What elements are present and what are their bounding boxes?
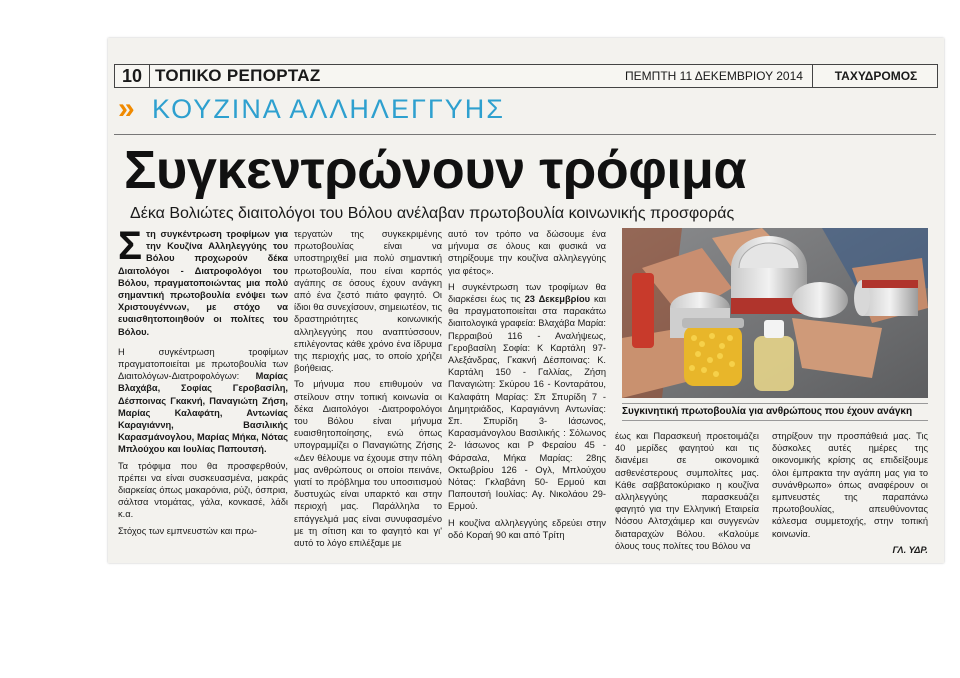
article-column-1 [118,224,288,541]
photo-caption: Συγκινητική πρωτοβουλία για ανθρώπους που έχουν ανάγκη [622,403,928,421]
paragraph-text: και θα πραγματοποιείται στα παρακάτω διαιτολογικά γραφεία: Βλαχάβα Μαρία: Περραιβού 116 - Αναλήψεως, Γεροβασίλη Σοφία: Κ Καρτάλη 97- Αλεξάνδρας, Γκακνή Δέσποινας: Κ. Καρτάλη 150 - Γαλλίας, Ζήση Παναγιώτη: Σκύρου 16 - Κονταράτου, Καλαφάτη Μαρίας: Σπ Σπυρίδη 7 - Δημητριάδος, Καραγιάννη Αντωνίας: Σπ. Σπυρίδη 3- Ιάσωνος, Καρασμάνογλου Βασιλικής : Σόλωνος 2- Ιάσωνος και Ρ Φεραίου 45 - Φάρσαλα, Μήκα Μαρίας: 28ης Οκτωβρίου 126 - Ογλ, Μπλούχου Νότας: Γκλαβάνη 50- Ερμού και Παπουτσή Ιουλίας: Αγ. Νικολάου 29- Ερμού. [448,294,607,512]
article-column-3 [448,228,606,545]
headline: Συγκεντρώνουν τρόφιμα [124,140,747,200]
dropcap: Σ [118,224,143,268]
paragraph: αυτό τον τρόπο να δώσουμε ένα μήνυμα σε όλους και φυσικά να στηρίξουμε την κουζίνα αλληλεγγύης για φέτος». [448,229,606,276]
kicker-arrows-icon: » [118,92,131,125]
header-divider [812,65,813,87]
article-column-5 [772,430,928,556]
deadline-date: 23 Δεκεμβρίου [524,294,591,305]
subheadline: Δέκα Βολιώτες διαιτολόγοι του Βόλου ανέλαβαν πρωτοβουλία κοινωνικής προσφοράς [130,205,735,222]
paragraph [118,346,288,456]
page-number: 10 [115,65,150,87]
paragraph: έως και Παρασκευή προετοιμάζει 40 μερίδες φαγητού και τις διανέμει σε οικονομικά ασθενέστερους συμπολίτες μας. Κάθε σαββατοκύριακο η κουζίνα αλληλεγγύης παρασκευάζει φαγητό για την Ελληνική Εταιρεία Νόσου Αλτσχάιμερ και συγγενών διαταραχών Βόλου. «Καλούμε όλους τους πολίτες του Βόλου να [615,431,759,551]
paragraph: Στόχος των εμπνευστών και πρω- [118,525,257,536]
article-column-4 [615,430,759,556]
issue-date: ΠΕΜΠΤΗ 11 ΔΕΚΕΜΒΡΙΟΥ 2014 [625,69,803,83]
kicker-rule [114,134,936,135]
paragraph: στηρίξουν την προσπάθειά μας. Τις δύσκολες αυτές ημέρες της οικονομικής κρίσης ας επιδείξουμε όλοι έμπρακτα την αγάπη μας για το συνάνθρωπο» όπως αναφέρουν οι εμπνευστές της παραπάνω πρωτοβουλίας, απευθύνοντας κάλεσμα συμμετοχής, στην τοπική κοινωνία. [772,431,928,539]
paragraph-text: Η συγκέντρωση των τροφίμων θα διαρκέσει έως τις [448,281,606,305]
paragraph: Το μήνυμα που επιθυμούν να στείλουν στην τοπική κοινωνία οι δέκα Διαιτολόγοι -Διατροφολόγοι του Βόλου είναι μήνυμα ευαισθητοποίησης, ενώ όπως υπογραμμίζει ο Παναγιώτης Ζήσης «Δεν θέλουμε να έχουμε στην πόλη μας ανθρώπους οι οποίοι πεινάνε, γιατί το πρόβλημα του υποσιτισμού δυστυχώς είναι υπαρκτό και στην περιοχή μας. Παράλληλα το επάγγελμά μας είναι συνυφασμένο με τη σίτιση και το φαγητό και γι' αυτό το λόγο επιλέξαμε με [294,379,442,549]
photo-illustration [622,228,928,398]
paragraph: Η κουζίνα αλληλεγγύης εδρεύει στην οδό Κοραή 90 και από Τρίτη [448,517,606,540]
dietitian-names: Μαρίας Βλαχάβα, Σοφίας Γεροβασίλη, Δέσποινας Γκακνή, Παναγιώτη Ζήση, Μαρίας Καλαφάτη, Αντωνίας Καραγιάννη, Βασιλικής Καρασμάνογλου, Μαρίας Μήκα, Νότας Μπλούχου και Ιουλίας Παπουτσή. [118,371,288,455]
food-donation-photo [622,228,928,398]
page-header [114,64,938,88]
kicker-text: ΚΟΥΖΙΝΑ ΑΛΛΗΛΕΓΓΥΗΣ [152,94,505,124]
lead-paragraph [118,224,288,338]
article-column-2 [294,228,442,553]
byline: ΓΛ. ΥΔΡ. [892,544,928,555]
paragraph: τεργατών της συγκεκριμένης πρωτοβουλίας είναι να υποστηριχθεί μια πολύ σημαντική πρωτοβουλία, που είναι καρπός αγάπης σε όσους έχουν ανάγκη από ένα ζεστό πιάτο φαγητό. Οι ίδιοι θα συνεχίσουν, σημειωτέον, τις δραστηριότητες κοινωνικής αλληλεγγύης που αναπτύσσουν, επιλέγοντας κάθε χρόνο ένα ίδρυμα της περιοχής μας, το οποίο χρήζει βοήθειας. [294,229,442,374]
publication-name: ΤΑΧΥΔΡΟΜΟΣ [834,69,918,83]
newspaper-page [108,38,944,563]
paragraph: Τα τρόφιμα που θα προσφερθούν, πρέπει να είναι συσκευασμένα, μακράς διαρκείας όπως μακαρόνια, ρύζι, όσπρια, σάλτσα ντομάτας, γάλα, κονκασέ, λάδι κ.α. [118,460,288,520]
paragraph-text: Η συγκέντρωση τροφίμων πραγματοποιείται με πρωτοβουλία των Διαιτολόγων-Διατροφολόγων: [118,346,288,382]
lead-text: τη συγκέντρωση τροφίμων για την Κουζίνα Αλληλεγγύης του Βόλου προχωρούν δέκα Διαιτολόγοι - Διατροφολόγοι του Βόλου, πραγματοποιώντας μια πολύ σημαντική πρωτοβουλία ενόψει των Χριστουγέννων, με στόχο να ευαισθητοποιηθούν οι πολίτες του Βόλου. [118,229,288,337]
paragraph [448,281,606,513]
section-title: ΤΟΠΙΚΟ ΡΕΠΟΡΤΑΖ [155,66,321,85]
